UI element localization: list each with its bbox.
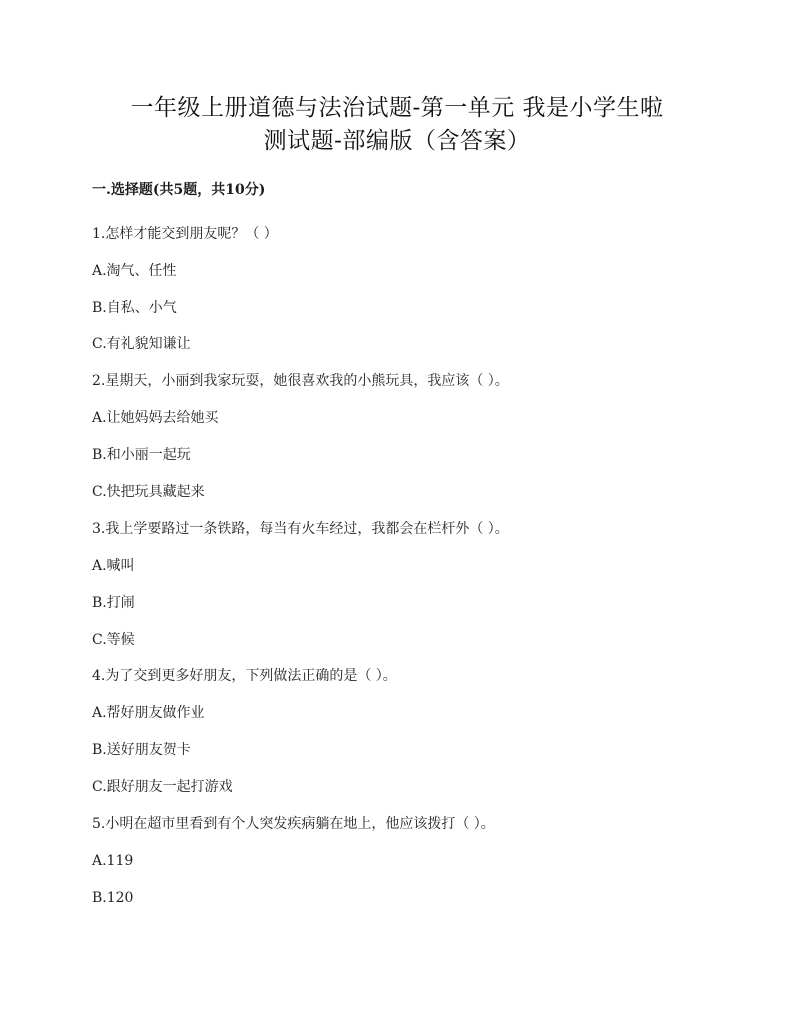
question-1-stem: 1.怎样才能交到朋友呢？（ ） [92,226,278,242]
question-2-option-c: C.快把玩具藏起来 [92,484,205,500]
question-1-option-c: C.有礼貌知谦让 [92,336,191,352]
document-title-line2: 测试题-部编版（含答案） [263,128,531,154]
question-3-option-a: A.喊叫 [92,558,135,574]
question-1-option-b: B.自私、小气 [92,300,177,316]
question-4-stem: 4.为了交到更多好朋友，下列做法正确的是（ ）。 [92,668,397,684]
section-heading: 一.选择题(共5题，共10分) [92,182,266,198]
question-5-option-a: A.119 [92,853,134,869]
question-2-option-a: A.让她妈妈去给她买 [92,410,219,426]
question-2-option-b: B.和小丽一起玩 [92,447,191,463]
question-5-option-b: B.120 [92,890,134,906]
question-3-option-b: B.打闹 [92,595,135,611]
question-4-option-b: B.送好朋友贺卡 [92,742,191,758]
question-4-option-a: A.帮好朋友做作业 [92,705,205,721]
question-4-option-c: C.跟好朋友一起打游戏 [92,779,233,795]
question-3-stem: 3.我上学要路过一条铁路，每当有火车经过，我都会在栏杆外（ ）。 [92,521,509,537]
question-1-option-a: A.淘气、任性 [92,263,177,279]
question-5-stem: 5.小明在超市里看到有个人突发疾病躺在地上，他应该拨打（ ）。 [92,816,495,832]
document-title-line1: 一年级上册道德与法治试题-第一单元 我是小学生啦 [130,95,664,121]
question-3-option-c: C.等候 [92,632,135,648]
question-2-stem: 2.星期天，小丽到我家玩耍，她很喜欢我的小熊玩具，我应该（ ）。 [92,373,509,389]
